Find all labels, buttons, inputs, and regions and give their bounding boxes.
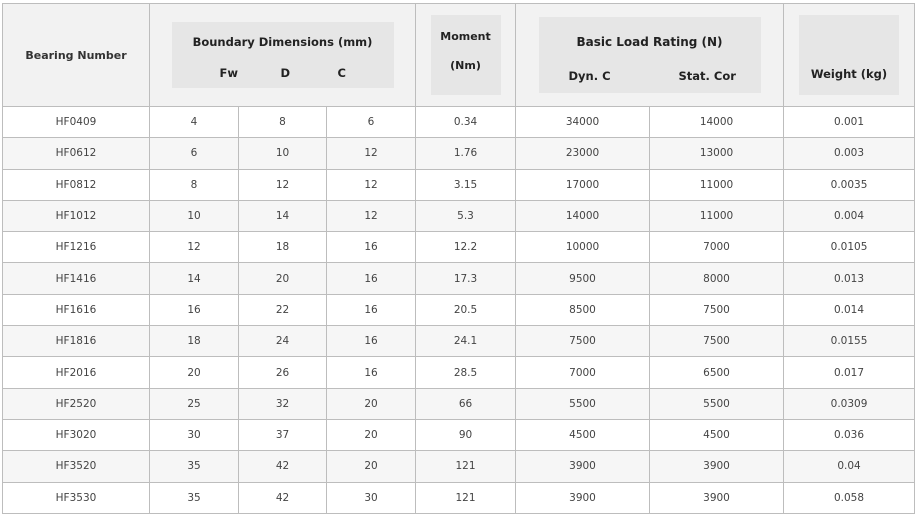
header-moment-cell [416, 4, 516, 107]
cell-weight: 0.0155 [784, 326, 915, 357]
cell-moment: 5.3 [416, 200, 516, 231]
cell-fw: 18 [150, 326, 239, 357]
cell-c: 20 [327, 419, 416, 450]
cell-weight: 0.0105 [784, 232, 915, 263]
cell-dyn-c: 3900 [516, 451, 650, 482]
cell-moment: 28.5 [416, 357, 516, 388]
cell-weight: 0.017 [784, 357, 915, 388]
cell-d: 22 [239, 294, 327, 325]
table-row [3, 326, 915, 357]
bearing-spec-table-container [2, 3, 914, 514]
cell-fw: 12 [150, 232, 239, 263]
cell-bearing-number: HF2016 [3, 357, 150, 388]
cell-fw: 25 [150, 388, 239, 419]
header-c: C [337, 66, 346, 80]
cell-bearing-number: HF2520 [3, 388, 150, 419]
cell-dyn-c: 23000 [516, 138, 650, 169]
header-moment: Moment [440, 30, 491, 43]
cell-dyn-c: 5500 [516, 388, 650, 419]
cell-c: 16 [327, 232, 416, 263]
cell-bearing-number: HF1616 [3, 294, 150, 325]
cell-stat-cor: 3900 [650, 482, 784, 513]
header-boundary-dimensions-cell [150, 4, 416, 107]
cell-moment: 12.2 [416, 232, 516, 263]
cell-bearing-number: HF3020 [3, 419, 150, 450]
boundary-dimensions-panel [172, 22, 394, 88]
cell-dyn-c: 34000 [516, 107, 650, 138]
table-row [3, 263, 915, 294]
header-d: D [280, 66, 291, 80]
cell-d: 42 [239, 482, 327, 513]
table-row [3, 294, 915, 325]
cell-fw: 16 [150, 294, 239, 325]
header-boundary-dimensions: Boundary Dimensions (mm) [192, 35, 373, 49]
cell-weight: 0.0309 [784, 388, 915, 419]
cell-fw: 4 [150, 107, 239, 138]
cell-dyn-c: 7000 [516, 357, 650, 388]
cell-bearing-number: HF1012 [3, 200, 150, 231]
header-weight-cell [784, 4, 915, 107]
cell-weight: 0.014 [784, 294, 915, 325]
cell-stat-cor: 3900 [650, 451, 784, 482]
cell-d: 18 [239, 232, 327, 263]
cell-weight: 0.003 [784, 138, 915, 169]
cell-d: 24 [239, 326, 327, 357]
cell-dyn-c: 8500 [516, 294, 650, 325]
cell-weight: 0.058 [784, 482, 915, 513]
header-dyn-c: Dyn. C [568, 69, 611, 83]
cell-moment: 1.76 [416, 138, 516, 169]
header-weight: Weight (kg) [810, 67, 888, 81]
table-row [3, 451, 915, 482]
cell-fw: 14 [150, 263, 239, 294]
moment-panel [431, 15, 501, 95]
header-stat-cor: Stat. Cor [678, 69, 736, 83]
cell-weight: 0.036 [784, 419, 915, 450]
table-row [3, 232, 915, 263]
cell-moment: 24.1 [416, 326, 516, 357]
cell-bearing-number: HF0612 [3, 138, 150, 169]
cell-d: 32 [239, 388, 327, 419]
cell-moment: 90 [416, 419, 516, 450]
cell-d: 20 [239, 263, 327, 294]
table-row [3, 200, 915, 231]
cell-bearing-number: HF1816 [3, 326, 150, 357]
cell-c: 16 [327, 326, 416, 357]
cell-dyn-c: 14000 [516, 200, 650, 231]
cell-c: 16 [327, 357, 416, 388]
cell-bearing-number: HF0409 [3, 107, 150, 138]
weight-panel [799, 15, 899, 95]
cell-stat-cor: 7000 [650, 232, 784, 263]
cell-stat-cor: 11000 [650, 169, 784, 200]
cell-d: 42 [239, 451, 327, 482]
cell-c: 16 [327, 294, 416, 325]
cell-stat-cor: 14000 [650, 107, 784, 138]
cell-fw: 20 [150, 357, 239, 388]
cell-dyn-c: 10000 [516, 232, 650, 263]
cell-fw: 35 [150, 482, 239, 513]
cell-c: 20 [327, 451, 416, 482]
cell-weight: 0.013 [784, 263, 915, 294]
cell-stat-cor: 4500 [650, 419, 784, 450]
cell-moment: 66 [416, 388, 516, 419]
basic-load-rating-panel [539, 17, 761, 93]
cell-fw: 30 [150, 419, 239, 450]
cell-weight: 0.001 [784, 107, 915, 138]
cell-d: 37 [239, 419, 327, 450]
cell-weight: 0.0035 [784, 169, 915, 200]
header-moment-unit: (Nm) [450, 59, 481, 72]
table-row [3, 169, 915, 200]
cell-moment: 121 [416, 451, 516, 482]
table-row [3, 419, 915, 450]
cell-moment: 3.15 [416, 169, 516, 200]
cell-dyn-c: 4500 [516, 419, 650, 450]
cell-moment: 20.5 [416, 294, 516, 325]
table-row [3, 107, 915, 138]
cell-d: 12 [239, 169, 327, 200]
table-body [3, 107, 915, 514]
cell-stat-cor: 5500 [650, 388, 784, 419]
table-row [3, 138, 915, 169]
table-header-row [3, 4, 915, 107]
cell-bearing-number: HF1216 [3, 232, 150, 263]
cell-moment: 121 [416, 482, 516, 513]
header-bearing-number: Bearing Number [3, 4, 150, 107]
cell-bearing-number: HF3520 [3, 451, 150, 482]
cell-bearing-number: HF3530 [3, 482, 150, 513]
table-row [3, 388, 915, 419]
table-row [3, 357, 915, 388]
cell-moment: 0.34 [416, 107, 516, 138]
cell-dyn-c: 9500 [516, 263, 650, 294]
header-basic-load-rating-cell [516, 4, 784, 107]
cell-stat-cor: 7500 [650, 294, 784, 325]
cell-fw: 6 [150, 138, 239, 169]
cell-c: 30 [327, 482, 416, 513]
cell-fw: 8 [150, 169, 239, 200]
cell-bearing-number: HF1416 [3, 263, 150, 294]
cell-fw: 35 [150, 451, 239, 482]
cell-stat-cor: 8000 [650, 263, 784, 294]
cell-c: 12 [327, 169, 416, 200]
cell-stat-cor: 11000 [650, 200, 784, 231]
cell-stat-cor: 6500 [650, 357, 784, 388]
cell-weight: 0.04 [784, 451, 915, 482]
cell-moment: 17.3 [416, 263, 516, 294]
cell-c: 16 [327, 263, 416, 294]
cell-c: 12 [327, 200, 416, 231]
cell-fw: 10 [150, 200, 239, 231]
cell-d: 26 [239, 357, 327, 388]
cell-dyn-c: 17000 [516, 169, 650, 200]
table-row [3, 482, 915, 513]
cell-d: 10 [239, 138, 327, 169]
header-fw: Fw [219, 66, 238, 80]
cell-weight: 0.004 [784, 200, 915, 231]
cell-c: 6 [327, 107, 416, 138]
cell-d: 14 [239, 200, 327, 231]
cell-bearing-number: HF0812 [3, 169, 150, 200]
cell-dyn-c: 7500 [516, 326, 650, 357]
bearing-spec-table [2, 3, 915, 514]
header-basic-load-rating: Basic Load Rating (N) [576, 35, 723, 49]
cell-stat-cor: 7500 [650, 326, 784, 357]
cell-dyn-c: 3900 [516, 482, 650, 513]
cell-stat-cor: 13000 [650, 138, 784, 169]
cell-d: 8 [239, 107, 327, 138]
cell-c: 12 [327, 138, 416, 169]
cell-c: 20 [327, 388, 416, 419]
